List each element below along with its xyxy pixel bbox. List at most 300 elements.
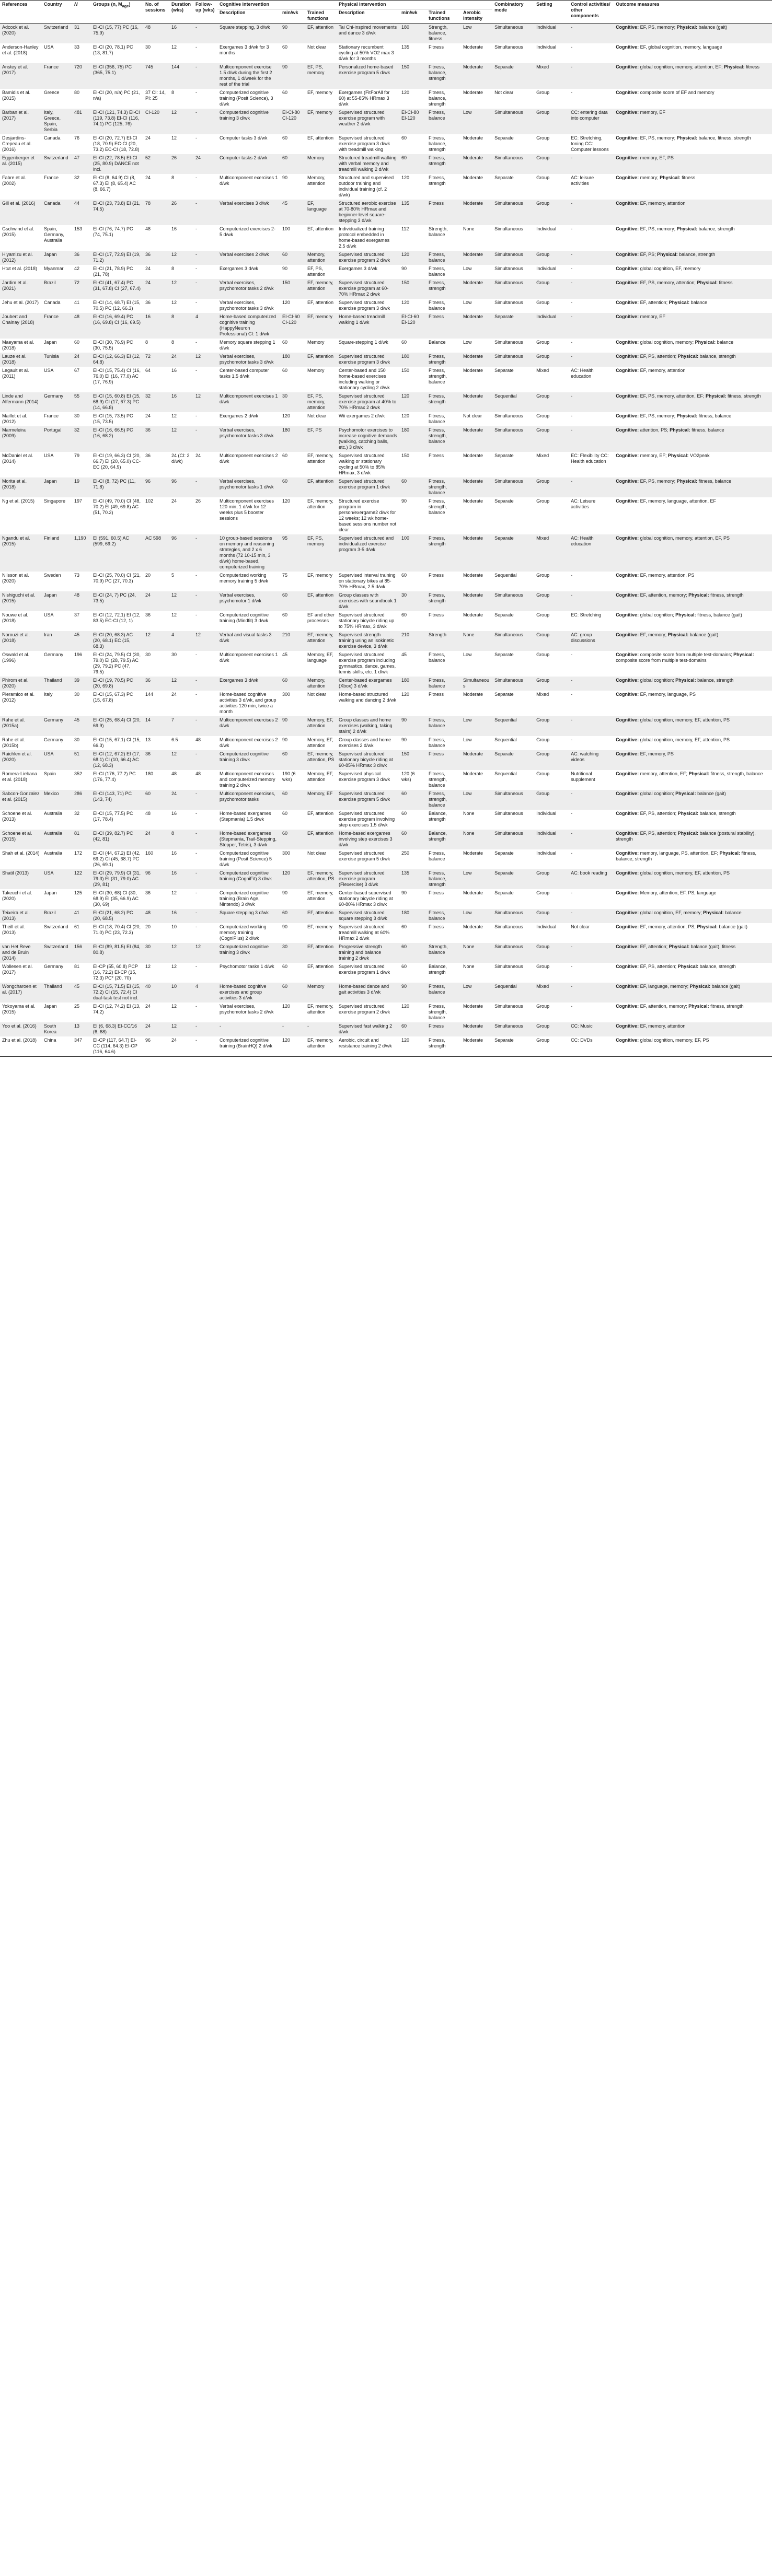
cell-country: Germany bbox=[44, 393, 64, 399]
cell-phys-minwk: 90 bbox=[401, 498, 407, 504]
cell-sessions: 64 bbox=[145, 368, 151, 373]
cell-sessions: 60 bbox=[145, 791, 151, 796]
table-row bbox=[0, 810, 772, 830]
cell-combinatory-mode: Simultaneous bbox=[494, 340, 523, 345]
cell-duration: 12 bbox=[171, 751, 177, 756]
cell-cog-minwk: 60 bbox=[282, 984, 288, 989]
cell-aerobic-intensity: Moderate bbox=[463, 498, 483, 504]
cell-country: USA bbox=[44, 44, 54, 50]
cell-duration: 8 bbox=[171, 266, 175, 271]
cell-control: - bbox=[571, 831, 573, 836]
cell-phys-description: Center-based supervised stationary bicycle riding at 60-80% HRmax 3 d/wk bbox=[339, 890, 393, 907]
cell-duration: 12 bbox=[171, 252, 177, 257]
cell-cog-description: Computerized cognitive training 3 d/wk bbox=[220, 110, 269, 121]
cell-cog-description: Multicomponent exercises, psychomotor tasks bbox=[220, 791, 275, 802]
cell-setting: Group bbox=[536, 427, 550, 433]
table-row bbox=[0, 200, 772, 225]
cell-aerobic-intensity: Moderate bbox=[463, 573, 483, 578]
cell-n: 30 bbox=[74, 737, 80, 742]
cell-reference: Hiyamizu et al. (2012) bbox=[2, 252, 33, 263]
cell-combinatory-mode: Separate bbox=[494, 890, 514, 895]
cell-phys-minwk: 150 bbox=[401, 368, 410, 373]
header-followup: Follow-up (wks) bbox=[193, 1, 217, 24]
cell-country: Germany bbox=[44, 737, 64, 742]
cell-phys-trained: Fitness, balance, strength bbox=[429, 870, 447, 887]
cell-cog-minwk: 90 bbox=[282, 266, 288, 271]
cell-n: 51 bbox=[74, 751, 80, 756]
cell-sessions: 30 bbox=[145, 652, 151, 657]
cell-phys-minwk: 150 bbox=[401, 751, 410, 756]
cell-outcome: Cognitive: global cognition, memory, EF, attention, PS bbox=[616, 870, 730, 876]
cell-reference: Wollesen et al. (2017) bbox=[2, 964, 33, 975]
cell-reference: Gill et al. (2016) bbox=[2, 201, 36, 206]
cell-phys-trained: Fitness bbox=[429, 890, 444, 895]
table-row bbox=[0, 154, 772, 174]
cell-groups: EI-CI (29, 79.9) CI (31, 79.3) EI (31, 79.0) AC (29, 81) bbox=[93, 870, 141, 887]
cell-phys-description: Structured exercise program in person/exergame2 d/wk for 12 weeks; 12 wk home-based sessions number not clear bbox=[339, 498, 397, 532]
cell-duration: 30 bbox=[171, 652, 177, 657]
cell-combinatory-mode: Separate bbox=[494, 314, 514, 319]
cell-followup: 4 bbox=[195, 314, 199, 319]
cell-country: Japan bbox=[44, 479, 57, 484]
cell-duration: 12 bbox=[171, 612, 177, 617]
cell-duration: 12 bbox=[171, 300, 177, 305]
cell-followup: - bbox=[195, 652, 197, 657]
cell-phys-description: Group classes and home exercises (walking, taking stairs) 2 d/wk bbox=[339, 717, 393, 734]
cell-groups: EI-CI (49, 70.0) CI (48, 70.2) EI (49, 69.8) AC (51, 70.2) bbox=[93, 498, 141, 515]
cell-sessions: 160 bbox=[145, 850, 154, 856]
cell-phys-minwk: 120 bbox=[401, 692, 410, 697]
cell-n: 125 bbox=[74, 890, 83, 895]
table-row bbox=[0, 923, 772, 943]
cell-followup: - bbox=[195, 226, 197, 231]
cell-cog-description: Exergames 3 d/wk bbox=[220, 266, 259, 271]
cell-groups: EI-CI (8, 72) PC (11, 71.8) bbox=[93, 479, 136, 489]
cell-phys-minwk: 120 bbox=[401, 393, 410, 399]
cell-phys-minwk: 150 bbox=[401, 280, 410, 285]
cell-setting: Group bbox=[536, 135, 550, 141]
cell-outcome: Cognitive: EF, memory, attention bbox=[616, 1023, 686, 1029]
cell-country: France bbox=[44, 175, 59, 180]
cell-cog-description: 10 group-based sessions on memory and reasoning strategies, and 2 x 6 months (72 10-15 min, 3 d/wk) home-based, computerized training bbox=[220, 535, 274, 569]
table-header bbox=[0, 1, 772, 24]
cell-control: AC: Health education bbox=[571, 368, 594, 379]
cell-followup: - bbox=[195, 751, 197, 756]
cell-groups: EI-CI (76, 74.7) PC (74, 75.1) bbox=[93, 226, 133, 237]
cell-sessions: 48 bbox=[145, 226, 151, 231]
cell-combinatory-mode: Simultaneous bbox=[494, 1023, 523, 1029]
cell-groups: EI-CI (23, 73.8) EI (21, 74.5) bbox=[93, 201, 141, 212]
cell-cog-description: Multicomponent exercises 1 d/wk bbox=[220, 175, 278, 186]
cell-cog-description: Computerized working memory training 5 d/wk bbox=[220, 573, 269, 584]
cell-phys-description: Structured aerobic exercise at 70-80% HRmax and beginner-level square-stepping 3 d/wk bbox=[339, 201, 396, 223]
cell-combinatory-mode: Simultaneous bbox=[494, 155, 523, 160]
cell-combinatory-mode: Simultaneous bbox=[494, 811, 523, 816]
cell-cog-minwk: 60 bbox=[282, 678, 288, 683]
cell-aerobic-intensity: Moderate bbox=[463, 479, 483, 484]
cell-followup: 48 bbox=[195, 737, 201, 742]
cell-phys-minwk: 120 bbox=[401, 1004, 410, 1009]
cell-combinatory-mode: Simultaneous bbox=[494, 479, 523, 484]
cell-cog-description: Verbal exercises, psychomotor tasks 3 d/wk bbox=[220, 300, 274, 311]
cell-phys-description: Group classes with exercises with soundbook 1 d/wk bbox=[339, 592, 397, 609]
cell-cog-description: Computerized cognitive training (BrainHQ) 2 d/wk bbox=[217, 1036, 280, 1057]
cell-followup: - bbox=[193, 1036, 217, 1057]
cell-sessions: 20 bbox=[145, 573, 151, 578]
cell-groups: EI-CI (8, 64.9) CI (8, 67.3) EI (8, 65.4) AC (8, 66.7) bbox=[93, 175, 136, 192]
cell-reference: Zhu et al. (2018) bbox=[0, 1036, 42, 1057]
cell-phys-minwk: 120 bbox=[401, 252, 410, 257]
cell-n: 172 bbox=[74, 850, 83, 856]
cell-aerobic-intensity: Low bbox=[463, 791, 472, 796]
cell-phys-description: Supervised structured stationary bicycle riding at 60-85% HRmax 3 d/wk bbox=[339, 751, 393, 768]
cell-cog-description: Computerized exercises 2-5 d/wk bbox=[220, 226, 276, 237]
cell-duration: 16 bbox=[171, 393, 177, 399]
cell-setting: Group bbox=[536, 890, 550, 895]
cell-duration: 8 bbox=[171, 831, 175, 836]
cell-control: - bbox=[571, 692, 573, 697]
table-row bbox=[0, 750, 772, 770]
cell-country: USA bbox=[44, 453, 54, 458]
cell-phys-trained: Balance, strength bbox=[429, 831, 447, 842]
cell-outcome: Cognitive: global cognition, memory, EF, PS bbox=[614, 1036, 772, 1057]
cell-outcome: Cognitive: EF, PS, attention; Physical: balance, strength bbox=[616, 811, 736, 816]
cell-duration: 8 bbox=[171, 175, 175, 180]
cell-outcome: Cognitive: EF, memory, attention bbox=[616, 368, 686, 373]
cell-duration: 8 bbox=[171, 314, 175, 319]
cell-phys-minwk: 120 bbox=[401, 175, 410, 180]
cell-cog-trained: EF, memory bbox=[307, 90, 333, 95]
cell-cog-description: Multicomponent exercises 1 d/wk bbox=[220, 393, 278, 404]
cell-phys-description: Individualized training protocol embedded in home-based exergames 2.5 d/wk bbox=[339, 226, 390, 249]
header-control: Control activities/ other components bbox=[569, 1, 614, 24]
cell-phys-description: Progressive strength training and balance training 2 d/wk bbox=[339, 944, 382, 961]
cell-duration: 12 bbox=[171, 413, 177, 418]
cell-cog-description: Multicomponent exercises and computerized memory training 2 d/wk bbox=[220, 771, 275, 788]
cell-cog-description: Exergames 3 d/wk bbox=[220, 678, 259, 683]
cell-reference: Bamidis et al. (2015) bbox=[2, 90, 31, 101]
cell-control: AC: Health education bbox=[571, 535, 594, 546]
cell-duration: 10 bbox=[171, 984, 177, 989]
cell-followup: - bbox=[195, 479, 197, 484]
cell-control: CC: DVDs bbox=[569, 1036, 614, 1057]
cell-phys-minwk: 120 bbox=[399, 1036, 427, 1057]
cell-n: 73 bbox=[74, 573, 80, 578]
cell-phys-trained: Fitness, balance bbox=[429, 652, 445, 663]
cell-n: 44 bbox=[74, 201, 80, 206]
cell-cog-minwk: 30 bbox=[282, 393, 288, 399]
cell-phys-minwk: 180 bbox=[401, 910, 410, 915]
cell-n: 36 bbox=[74, 252, 80, 257]
cell-setting: Mixed bbox=[536, 535, 549, 541]
cell-phys-description: Tai Chi-inspired movements and dance 3 d/wk bbox=[339, 25, 397, 36]
cell-phys-trained: Fitness, balance bbox=[429, 717, 445, 728]
table-row bbox=[0, 909, 772, 923]
cell-control: - bbox=[571, 850, 573, 856]
cell-cog-description: Multicomponent exercise 1.5 d/wk during the first 2 months, 1 d/week for the rest of the trial bbox=[220, 64, 272, 87]
cell-phys-trained: Fitness bbox=[429, 44, 444, 50]
cell-setting: Group bbox=[536, 592, 550, 598]
cell-control: - bbox=[571, 280, 573, 285]
cell-setting: Individual bbox=[536, 266, 557, 271]
cell-sessions: 24 bbox=[145, 413, 151, 418]
cell-followup: 12 bbox=[195, 944, 201, 949]
cell-phys-trained: Fitness, balance, strength bbox=[429, 135, 447, 152]
cell-reference: van Het Reve and de Bruin (2014) bbox=[2, 944, 31, 961]
cell-outcome: Cognitive: EF, PS, attention; Physical: balance, strength bbox=[616, 354, 736, 359]
cell-groups: EI-CI (17, 72.9) EI (19, 71.2) bbox=[93, 252, 141, 263]
cell-n: 196 bbox=[74, 652, 83, 657]
table-row bbox=[0, 89, 772, 109]
cell-outcome: Cognitive: EF, PS, attention; Physical: balance (postural stability), strength bbox=[616, 831, 756, 842]
cell-reference: Fabre et al. (2002) bbox=[2, 175, 26, 186]
studies-table-page bbox=[0, 0, 772, 1057]
cell-outcome: Cognitive: global cognition, EF, memory; Physical: balance bbox=[616, 910, 742, 915]
cell-sessions: 180 bbox=[145, 771, 154, 776]
table-row bbox=[0, 43, 772, 63]
cell-reference: Takeuchi et al. (2020) bbox=[2, 890, 32, 901]
cell-cog-trained: Memory, EF, attention bbox=[307, 771, 333, 782]
cell-duration: 16 bbox=[171, 850, 177, 856]
table-row bbox=[0, 225, 772, 251]
cell-combinatory-mode: Separate bbox=[494, 135, 514, 141]
cell-combinatory-mode: Simultaneous bbox=[494, 110, 523, 115]
cell-cog-description: Computer tasks 3 d/wk bbox=[220, 135, 268, 141]
cell-cog-minwk: 60 bbox=[282, 90, 288, 95]
cell-setting: Group bbox=[536, 1004, 550, 1009]
cell-duration: 26 bbox=[171, 155, 177, 160]
cell-aerobic-intensity: Moderate bbox=[463, 175, 483, 180]
cell-cog-description: Verbal exercises, psychomotor tasks 2 d/wk bbox=[220, 280, 274, 291]
cell-followup: - bbox=[195, 692, 197, 697]
cell-reference: Ng et al. (2015) bbox=[2, 498, 35, 504]
cell-sessions: 24 bbox=[145, 266, 151, 271]
cell-combinatory-mode: Simultaneous bbox=[494, 413, 523, 418]
cell-phys-minwk: 60 bbox=[401, 944, 407, 949]
cell-phys-description: Supervised structured exercise program 1 d/wk bbox=[339, 964, 390, 975]
cell-groups: EI-CI (15, 71.5) EI (15, 72.2) CI (15, 72.4) CI dual-task test not incl. bbox=[93, 984, 141, 1000]
cell-outcome: Cognitive: EF, PS, attention; Physical: balance, strength bbox=[616, 964, 736, 969]
cell-followup: - bbox=[195, 44, 197, 50]
cell-cog-trained: EF, memory bbox=[307, 110, 333, 115]
cell-cog-trained: EF, attention bbox=[307, 964, 334, 969]
cell-followup: - bbox=[195, 368, 197, 373]
cell-n: 352 bbox=[74, 771, 83, 776]
cell-phys-minwk: 100 bbox=[401, 535, 410, 541]
cell-setting: Group bbox=[536, 573, 550, 578]
cell-phys-description: Home-based dance and gait activities 3 d/wk bbox=[339, 984, 389, 995]
cell-country: China bbox=[42, 1036, 72, 1057]
cell-phys-trained: Fitness, strength bbox=[429, 175, 446, 186]
cell-country: Canada bbox=[44, 201, 61, 206]
cell-combinatory-mode: Sequential bbox=[494, 737, 517, 742]
cell-groups: EI-CI (15, 60.8) EI (15, 68.9) CI (17, 67.3) PC (14, 66.8) bbox=[93, 393, 141, 410]
cell-cog-minwk: 120 bbox=[282, 498, 291, 504]
cell-phys-description: Supervised structured exercise program 3 d/wk bbox=[339, 354, 390, 365]
cell-n: 31 bbox=[74, 25, 80, 30]
cell-phys-minwk: 180 bbox=[401, 354, 410, 359]
cell-control: - bbox=[571, 964, 573, 969]
cell-phys-trained: Fitness, strength bbox=[429, 535, 446, 546]
cell-combinatory-mode: Simultaneous bbox=[494, 632, 523, 637]
cell-sessions: 52 bbox=[145, 155, 151, 160]
cell-phys-trained: Fitness bbox=[429, 924, 444, 929]
cell-combinatory-mode: Separate bbox=[494, 612, 514, 617]
cell-outcome: Cognitive: EF, PS, memory; Physical: fitness, balance bbox=[616, 413, 732, 418]
table-row bbox=[0, 790, 772, 810]
header-references: References bbox=[0, 1, 42, 24]
cell-cog-description: Verbal exercises, psychomotor 1 d/wk bbox=[220, 592, 262, 603]
cell-cog-minwk: 60 bbox=[282, 368, 288, 373]
cell-aerobic-intensity: Moderate bbox=[463, 612, 483, 617]
table-row bbox=[0, 426, 772, 452]
cell-phys-trained: Fitness, strength, balance bbox=[429, 791, 447, 808]
cell-followup: - bbox=[195, 573, 197, 578]
cell-followup: - bbox=[195, 678, 197, 683]
cell-aerobic-intensity: Low bbox=[463, 300, 472, 305]
cell-phys-trained: Fitness, balance bbox=[429, 252, 445, 263]
cell-followup: - bbox=[195, 535, 197, 541]
header-combinatory-mode: Combinatory mode bbox=[492, 1, 534, 24]
cell-cog-description: Verbal exercises, psychomotor tasks 1 d/wk bbox=[220, 479, 274, 489]
cell-phys-description: Supervised structured and individualized exercise program 3-5 d/wk bbox=[339, 535, 394, 552]
cell-n: 197 bbox=[74, 498, 83, 504]
cell-groups: EI-CI (12, 72.1) EI (12, 83.5) EC-CI (12, 1) bbox=[93, 612, 141, 623]
cell-reference: Maillot et al. (2012) bbox=[2, 413, 28, 424]
cell-country: Brazil bbox=[44, 280, 56, 285]
table-row bbox=[0, 943, 772, 963]
cell-country: Thailand bbox=[44, 984, 62, 989]
cell-aerobic-intensity: Moderate bbox=[463, 751, 483, 756]
cell-outcome: Cognitive: EF, attention, memory; Physical: fitness, strength bbox=[616, 1004, 744, 1009]
cell-outcome: Cognitive: composite score of EF and memory bbox=[616, 90, 715, 95]
cell-cog-minwk: 300 bbox=[282, 850, 291, 856]
cell-outcome: Cognitive: memory, attention, EF; Physical: fitness, strength, balance bbox=[616, 771, 763, 776]
cell-aerobic-intensity: Moderate bbox=[463, 135, 483, 141]
table-row bbox=[0, 299, 772, 313]
cell-setting: Group bbox=[536, 771, 550, 776]
cell-phys-description: Supervised structured exercise program at 60-70% HRmax 2 d/wk bbox=[339, 280, 389, 297]
cell-cog-description: Home-based computerized cognitive training (HappyNeuron Professional) CI: 1 d/wk bbox=[220, 314, 276, 336]
cell-followup: - bbox=[195, 135, 197, 141]
header-country: Country bbox=[42, 1, 72, 24]
table-row bbox=[0, 24, 772, 44]
cell-reference: Maeyama et al. (2018) bbox=[2, 340, 34, 351]
cell-followup: - bbox=[195, 910, 197, 915]
cell-outcome: Cognitive: EF, memory, attention, PS bbox=[616, 573, 695, 578]
table-row bbox=[0, 691, 772, 716]
cell-aerobic-intensity: Moderate bbox=[463, 1004, 483, 1009]
cell-outcome: Cognitive: EF, memory, PS bbox=[616, 751, 674, 756]
cell-phys-minwk: 120 (6 wks) bbox=[401, 771, 415, 782]
cell-country: Brazil bbox=[44, 910, 56, 915]
cell-reference: Romera-Liebana et al. (2018) bbox=[2, 771, 38, 782]
cell-phys-trained: Fitness, balance bbox=[429, 737, 445, 748]
table-row bbox=[0, 869, 772, 889]
table-row bbox=[0, 889, 772, 909]
cell-phys-minwk: 60 bbox=[401, 612, 407, 617]
cell-cog-description: Memory square stepping 1 d/wk bbox=[220, 340, 275, 351]
cell-setting: Group bbox=[536, 175, 550, 180]
cell-setting: Mixed bbox=[536, 692, 549, 697]
cell-n: 39 bbox=[74, 678, 80, 683]
header-setting: Setting bbox=[534, 1, 569, 24]
cell-duration: 12 bbox=[171, 110, 177, 115]
cell-reference: Pieramico et al. (2012) bbox=[2, 692, 35, 703]
cell-phys-minwk: 60 bbox=[401, 1023, 407, 1029]
cell-cog-minwk: 30 bbox=[282, 944, 288, 949]
cell-control: - bbox=[571, 44, 573, 50]
cell-outcome: Cognitive: global cognition; Physical: balance (gait) bbox=[616, 791, 726, 796]
cell-cog-description: Computer tasks 2 d/wk bbox=[220, 155, 268, 160]
cell-phys-minwk: 120 bbox=[401, 90, 410, 95]
cell-outcome: Cognitive: EF, memory, attention, PS; Physical: balance (gait) bbox=[616, 924, 748, 929]
cell-control: - bbox=[571, 314, 573, 319]
cell-reference: Sabcon-Gonzalez et al. (2015) bbox=[2, 791, 40, 802]
cell-control: - bbox=[571, 266, 573, 271]
cell-setting: Group bbox=[536, 678, 550, 683]
cell-setting: Individual bbox=[536, 831, 557, 836]
cell-cog-description: Square stepping 3 d/wk bbox=[220, 910, 269, 915]
cell-control: - bbox=[571, 910, 573, 915]
cell-phys-trained: Fitness, balance bbox=[429, 850, 445, 861]
cell-combinatory-mode: Separate bbox=[494, 692, 514, 697]
table-row bbox=[0, 265, 772, 279]
cell-reference: Gschwind et al. (2015) bbox=[2, 226, 34, 237]
cell-setting: Mixed bbox=[536, 368, 549, 373]
cell-country: Spain bbox=[44, 771, 56, 776]
header-cog-trained: Trained functions bbox=[305, 9, 337, 24]
cell-sessions: 24 bbox=[145, 592, 151, 598]
cell-phys-trained: Fitness bbox=[429, 201, 444, 206]
cell-combinatory-mode: Separate bbox=[494, 453, 514, 458]
cell-cog-trained: EF, memory, attention bbox=[307, 632, 333, 643]
cell-outcome: Cognitive: memory; Physical: fitness bbox=[616, 175, 696, 180]
cell-phys-minwk: 60 bbox=[401, 924, 407, 929]
cell-cog-minwk: 60 bbox=[282, 453, 288, 458]
cell-followup: 24 bbox=[195, 155, 201, 160]
cell-phys-minwk: 30 bbox=[401, 592, 407, 598]
cell-duration: 12 bbox=[171, 44, 177, 50]
cell-reference: Theill et al. (2013) bbox=[2, 924, 25, 935]
cell-combinatory-mode: Simultaneous bbox=[494, 924, 523, 929]
cell-aerobic-intensity: Moderate bbox=[463, 1023, 483, 1029]
cell-cog-minwk: 90 bbox=[282, 175, 288, 180]
cell-setting: Individual bbox=[536, 924, 557, 929]
cell-n: 61 bbox=[74, 924, 80, 929]
cell-aerobic-intensity: None bbox=[463, 811, 475, 816]
cell-phys-trained: Balance, strength bbox=[429, 964, 447, 975]
cell-cog-trained: EF, memory, attention bbox=[307, 453, 333, 464]
cell-aerobic-intensity: Moderate bbox=[463, 201, 483, 206]
cell-phys-trained: Fitness, strength bbox=[427, 1036, 461, 1057]
header-sessions: No. of sessions bbox=[143, 1, 169, 24]
cell-duration: 12 bbox=[171, 890, 177, 895]
cell-setting: Group bbox=[536, 791, 550, 796]
table-row bbox=[0, 651, 772, 677]
cell-cog-trained: EF, attention bbox=[307, 592, 334, 598]
cell-cog-description: Home-based exergames (Stepmania) 1.5 d/wk bbox=[220, 811, 271, 822]
cell-groups: EI (6, 68.3) EI-CC/16 (6, 68) bbox=[93, 1023, 137, 1034]
cell-reference: Barban et al. (2017) bbox=[2, 110, 29, 121]
cell-phys-trained: Fitness, strength, balance bbox=[429, 427, 447, 444]
cell-n: 153 bbox=[74, 226, 83, 231]
cell-phys-trained: Fitness, balance bbox=[429, 678, 445, 689]
cell-control: Nutritional supplement bbox=[571, 771, 595, 782]
cell-duration: 12 bbox=[171, 427, 177, 433]
cell-combinatory-mode: Simultaneous bbox=[494, 201, 523, 206]
cell-sessions: CI-120 bbox=[145, 110, 160, 115]
